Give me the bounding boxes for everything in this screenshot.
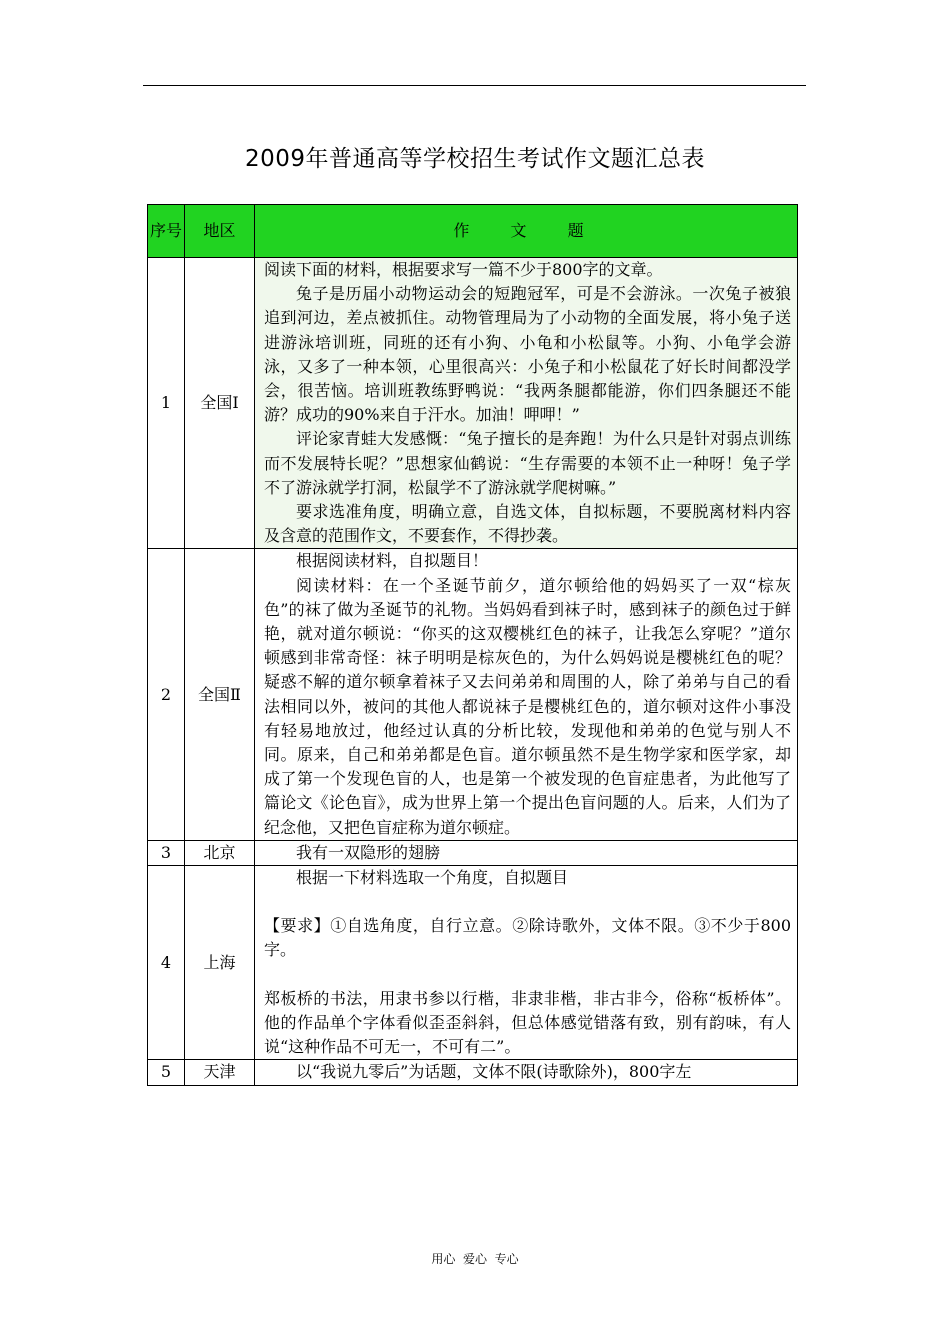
- table-row: [148, 840, 798, 865]
- row-num: 1: [148, 258, 185, 549]
- essay-topics-table: [147, 204, 798, 1086]
- topic-paragraph: 【要求】①自选角度，自行立意。②除诗歌外，文体不限。③不少于800字。: [264, 916, 791, 960]
- blank-line: [264, 890, 791, 914]
- row-topic: [255, 866, 798, 1060]
- header-topic: 作 文 题: [255, 205, 798, 258]
- blank-line: [264, 963, 791, 987]
- row-topic: [255, 258, 798, 549]
- row-num: 3: [148, 840, 185, 865]
- row-region: 全国Ⅱ: [185, 549, 255, 840]
- page-footer: 用心 爱心 专心: [431, 1252, 519, 1266]
- row-region: 全国Ⅰ: [185, 258, 255, 549]
- topic-paragraph: 要求选准角度，明确立意，自选文体，自拟标题，不要脱离材料内容及含意的范围作文，不要套作，不得抄袭。: [264, 502, 791, 546]
- topic-paragraph: 郑板桥的书法，用隶书参以行楷，非隶非楷，非古非今，俗称“板桥体”。他的作品单个字体看似歪歪斜斜，但总体感觉错落有致，别有韵味，有人说“这种作品不可无一，不可有二”。: [264, 988, 791, 1057]
- row-num: 2: [148, 549, 185, 840]
- page-title: 2009年普通高等学校招生考试作文题汇总表: [244, 146, 706, 172]
- topic-paragraph: 我有一双隐形的翅膀: [296, 842, 441, 862]
- row-region: 天津: [185, 1060, 255, 1085]
- header-num: 序号: [148, 205, 185, 258]
- row-topic: [255, 840, 798, 865]
- row-num: 5: [148, 1060, 185, 1085]
- table-row: [148, 866, 798, 1060]
- table-row: [148, 1060, 798, 1085]
- topic-paragraph: 根据阅读材料，自拟题目！: [296, 551, 489, 571]
- topic-paragraph: 兔子是历届小动物运动会的短跑冠军，可是不会游泳。一次兔子被狼追到河边，差点被抓住。动物管理局为了小动物的全面发展，将小兔子送进游泳培训班，同班的还有小狗、小龟和小松鼠等。小狗、小龟学会游泳，又多了一种本领，心里很高兴：小兔子和小松鼠花了好长时间都没学会，很苦恼。培训班教练野鸭说：“我两条腿都能游，你们四条腿还不能游？成功的90%来自于汗水。加油！呷呷！”: [264, 284, 791, 425]
- row-num: 4: [148, 866, 185, 1060]
- topic-paragraph: 评论家青蛙大发感慨：“兔子擅长的是奔跑！为什么只是针对弱点训练而不发展特长呢？”思想家仙鹤说：“生存需要的本领不止一种呀！兔子学不了游泳就学打洞，松鼠学不了游泳就学爬树嘛。”: [264, 429, 791, 497]
- row-region: 上海: [185, 866, 255, 1060]
- topic-paragraph: 以“我说九零后”为话题，文体不限(诗歌除外)，800字左: [296, 1062, 692, 1082]
- topic-paragraph: 根据一下材料选取一个角度，自拟题目: [296, 868, 569, 888]
- header-region: 地区: [185, 205, 255, 258]
- table-header-row: [148, 205, 798, 258]
- table-row: [148, 549, 798, 840]
- table-row: [148, 258, 798, 549]
- topic-paragraph: 阅读材料：在一个圣诞节前夕，道尔顿给他的妈妈买了一双“棕灰色”的袜了做为圣诞节的礼物。当妈妈看到袜子时，感到袜子的颜色过于鲜艳，就对道尔顿说：“你买的这双樱桃红色的袜子，让我怎么穿呢？”道尔顿感到非常奇怪：袜子明明是棕灰色的，为什么妈妈说是樱桃红色的呢？疑惑不解的道尔顿拿着袜子又去问弟弟和周围的人，除了弟弟与自己的看法相同以外，被问的其他人都说袜子是樱桃红色的，道尔顿对这件小事没有轻易地放过，他经过认真的分析比较，发现他和弟弟的色觉与别人不同。原来，自己和弟弟都是色盲。道尔顿虽然不是生物学家和医学家，却成了第一个发现色盲的人，也是第一个被发现的色盲症患者，为此他写了篇论文《论色盲》，成为世界上第一个提出色盲问题的人。后来，人们为了纪念他，又把色盲症称为道尔顿症。: [264, 575, 791, 837]
- row-topic: [255, 549, 798, 840]
- topic-paragraph: 阅读下面的材料，根据要求写一篇不少于800字的文章。: [264, 260, 663, 279]
- row-topic: [255, 1060, 798, 1085]
- top-rule: [143, 85, 806, 86]
- row-region: 北京: [185, 840, 255, 865]
